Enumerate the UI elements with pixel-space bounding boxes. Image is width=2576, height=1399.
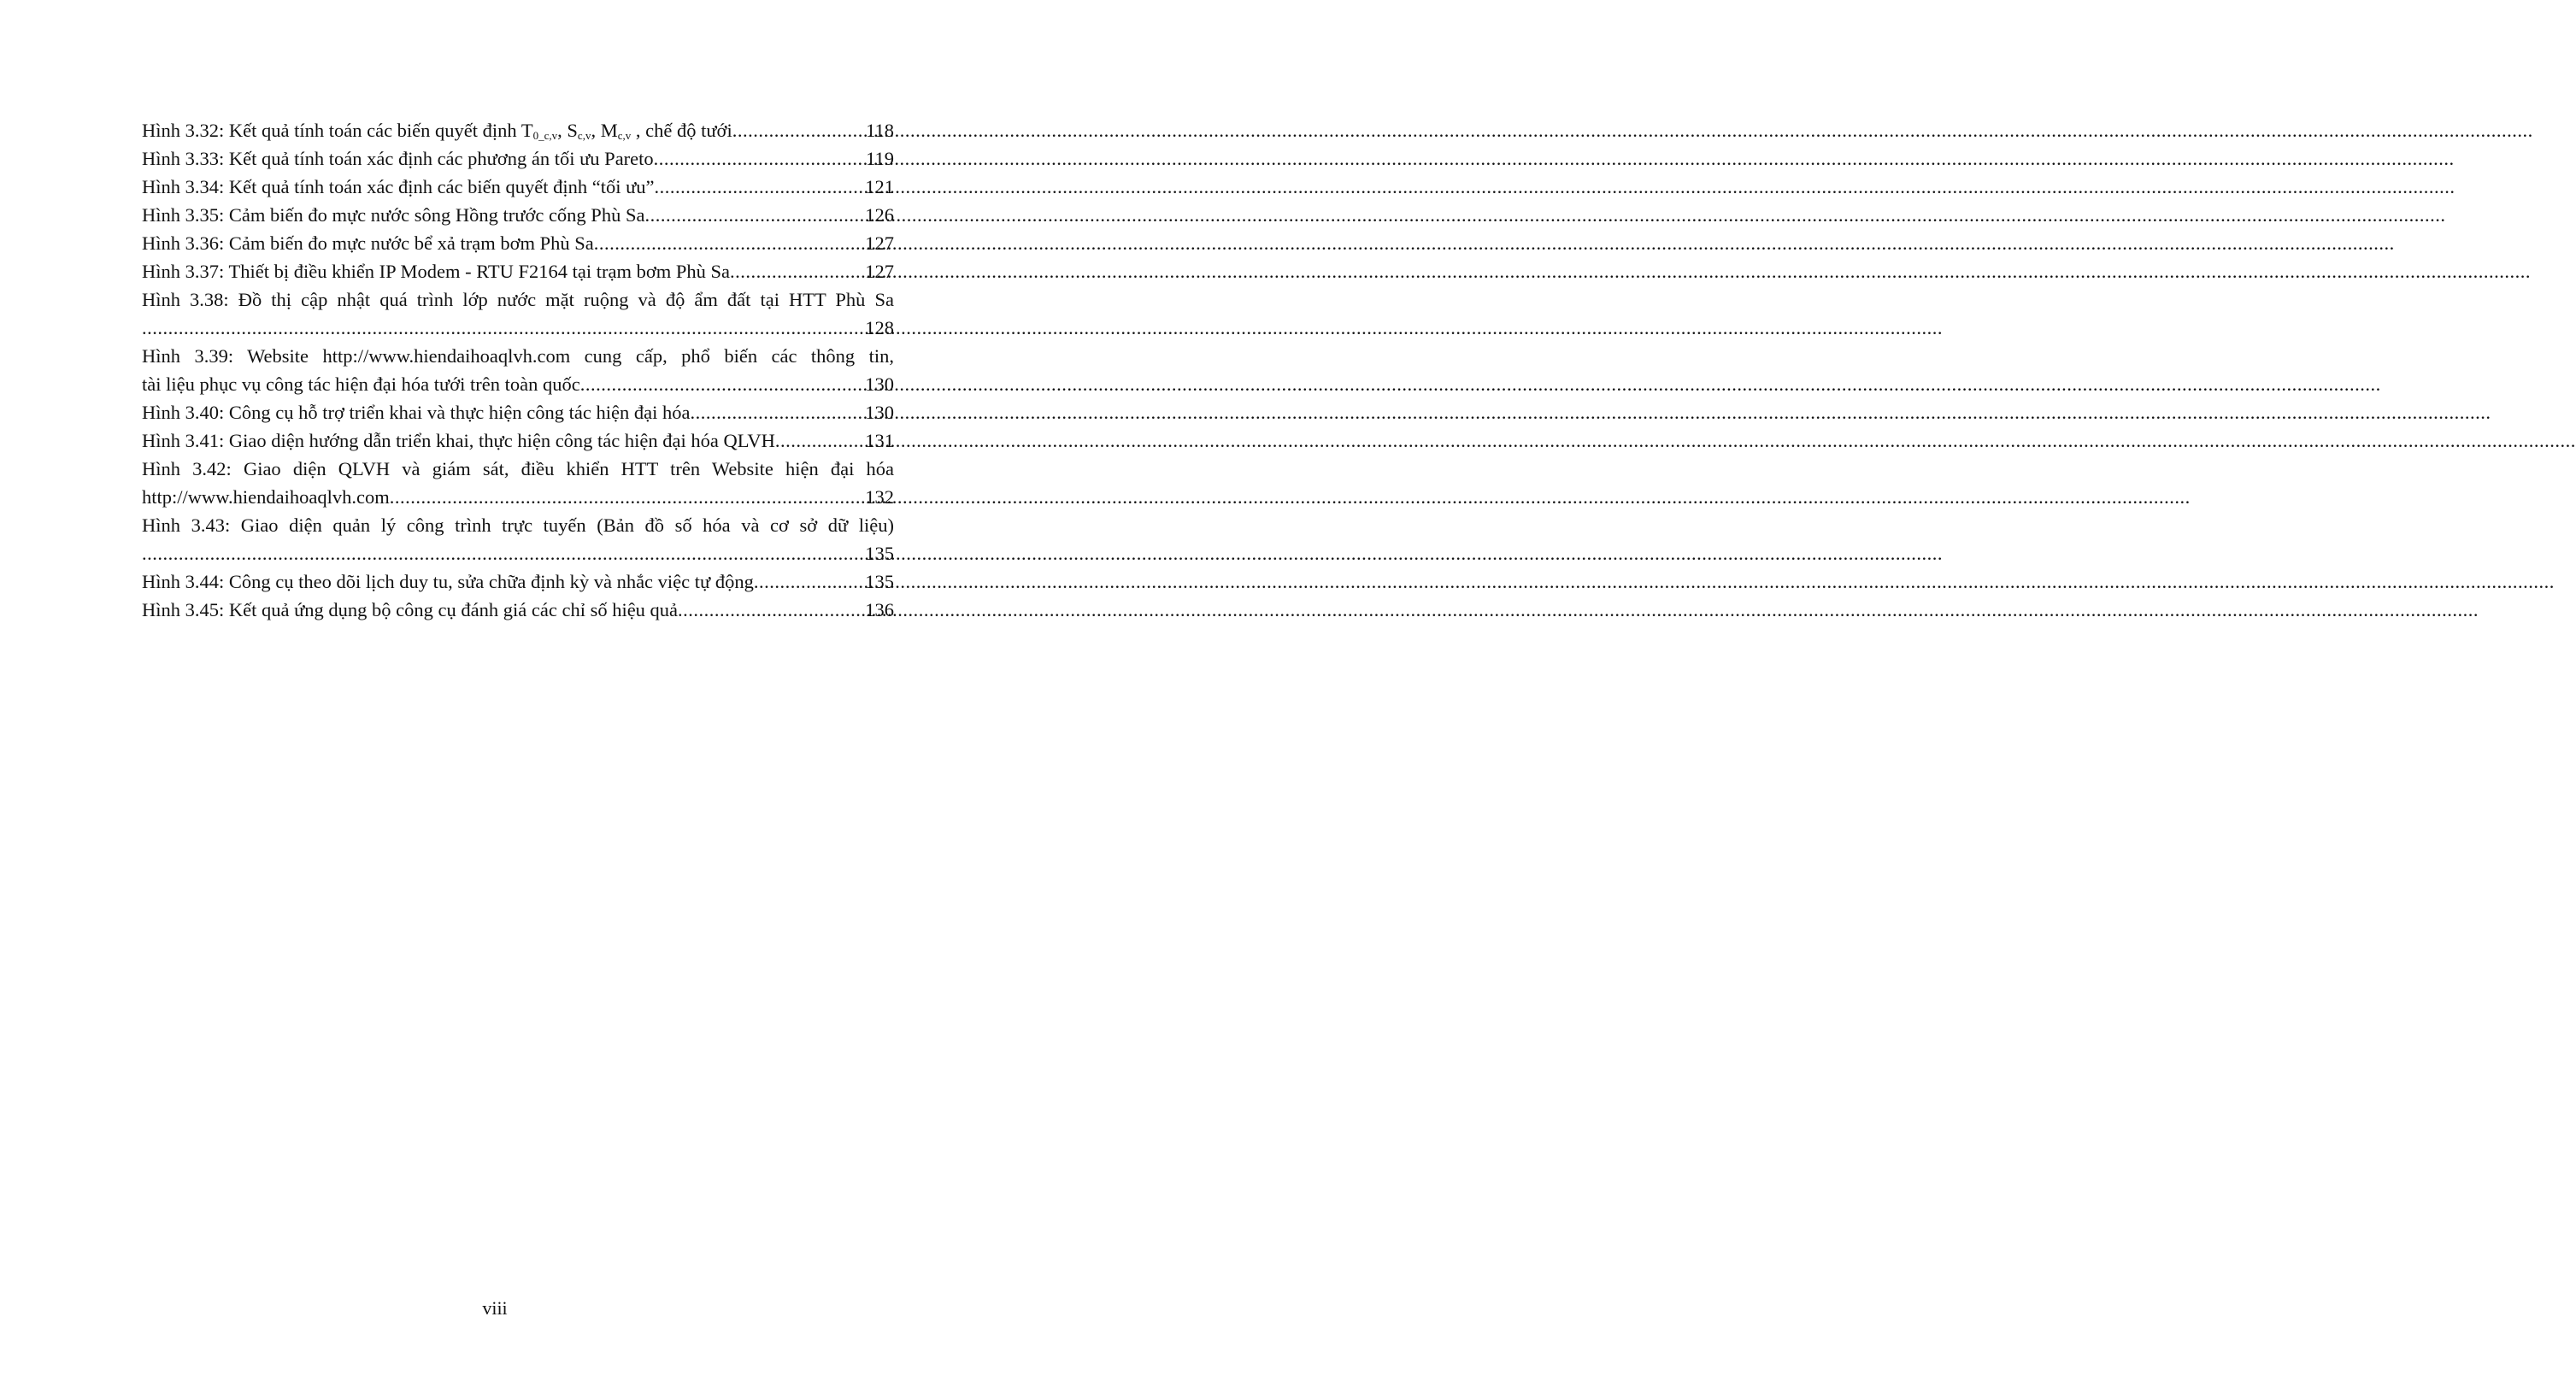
dot-leader	[654, 144, 866, 173]
toc-entry[interactable]	[142, 398, 894, 426]
toc-page-number: 132	[865, 486, 894, 508]
toc-page-number: 135	[865, 543, 894, 564]
dot-leader	[142, 314, 865, 342]
dot-leader	[580, 370, 866, 398]
toc-page-number: 126	[865, 204, 894, 226]
toc-entry[interactable]	[142, 426, 894, 455]
toc-entry[interactable]	[142, 229, 894, 257]
toc-entry[interactable]	[142, 567, 894, 596]
dot-leader	[690, 398, 865, 426]
toc-page-number: 118	[866, 120, 894, 141]
dot-leader	[775, 426, 865, 455]
dot-leader	[644, 201, 865, 229]
toc-entry[interactable]	[142, 285, 894, 342]
toc-page-number: 127	[865, 232, 894, 254]
toc-page-number: 135	[865, 571, 894, 592]
dot-leader	[732, 116, 866, 144]
toc-entry[interactable]	[142, 173, 894, 201]
toc-entry[interactable]	[142, 144, 894, 173]
toc-entry-label: http://www.hiendaihoaqlvh.com	[142, 486, 390, 508]
toc-entry[interactable]	[142, 455, 894, 511]
toc-entry[interactable]	[142, 511, 894, 567]
toc-entry-label: Hình 3.40: Công cụ hỗ trợ triển khai và thực hiện công tác hiện đại hóa	[142, 402, 691, 423]
toc-entry-label: Hình 3.35: Cảm biến đo mực nước sông Hồng trước cống Phù Sa	[142, 204, 645, 226]
toc-page-number: 136	[865, 599, 894, 620]
toc-entry-label: Hình 3.41: Giao diện hướng dẫn triển khai, thực hiện công tác hiện đại hóa QLVH	[142, 430, 775, 451]
toc-page-number: 127	[865, 261, 894, 282]
dot-leader	[730, 257, 865, 285]
toc-entry-label: Hình 3.32: Kết quả tính toán các biến quyết định $T_{0\_c,v}$, $S_{c,v}$, $M_{c,v}$ , chế độ tưới	[142, 120, 732, 142]
toc-page-number: 128	[865, 317, 894, 338]
toc-entry-label: tài liệu phục vụ công tác hiện đại hóa tưới trên toàn quốc	[142, 373, 580, 395]
dot-leader	[678, 596, 865, 624]
toc-entry-label-line1: Hình 3.42: Giao diện QLVH và giám sát, điều khiển HTT trên Website hiện đại hóa	[142, 458, 894, 479]
toc-entry-label: Hình 3.37: Thiết bị điều khiển IP Modem - RTU F2164 tại trạm bơm Phù Sa	[142, 261, 731, 282]
toc-entry[interactable]	[142, 342, 894, 398]
dot-leader	[594, 229, 866, 257]
dot-leader	[754, 567, 865, 596]
dot-leader	[142, 539, 865, 567]
toc-entry-label: Hình 3.44: Công cụ theo dõi lịch duy tu, sửa chữa định kỳ và nhắc việc tự động	[142, 571, 754, 592]
toc-entry-label-line1: Hình 3.43: Giao diện quản lý công trình trực tuyến (Bản đồ số hóa và cơ sở dữ liệu)	[142, 514, 894, 536]
toc-entry-label-line1: Hình 3.38: Đồ thị cập nhật quá trình lớp nước mặt ruộng và độ ẩm đất tại HTT Phù Sa	[142, 289, 894, 310]
toc-entry[interactable]	[142, 201, 894, 229]
toc-page-number: 119	[866, 148, 894, 169]
list-of-figures	[142, 116, 894, 624]
page-number-footer: viii	[482, 1297, 508, 1319]
toc-page-number: 130	[865, 402, 894, 423]
dot-leader	[655, 173, 866, 201]
toc-entry-label-line1: Hình 3.39: Website http://www.hiendaihoaqlvh.com cung cấp, phổ biến các thông tin,	[142, 345, 894, 367]
toc-entry[interactable]	[142, 257, 894, 285]
toc-page-number: 130	[865, 373, 894, 395]
toc-entry[interactable]	[142, 116, 894, 144]
toc-page-number: 121	[865, 176, 894, 197]
toc-entry-label: Hình 3.45: Kết quả ứng dụng bộ công cụ đánh giá các chỉ số hiệu quả	[142, 599, 679, 620]
document-page	[0, 0, 990, 1399]
toc-entry-label: Hình 3.34: Kết quả tính toán xác định các biến quyết định “tối ưu”	[142, 176, 655, 197]
toc-entry[interactable]	[142, 596, 894, 624]
toc-entry-label: Hình 3.36: Cảm biến đo mực nước bể xả trạm bơm Phù Sa	[142, 232, 594, 254]
dot-leader	[390, 483, 866, 511]
toc-entry-label: Hình 3.33: Kết quả tính toán xác định các phương án tối ưu Pareto	[142, 148, 654, 169]
toc-page-number: 131	[865, 430, 894, 451]
